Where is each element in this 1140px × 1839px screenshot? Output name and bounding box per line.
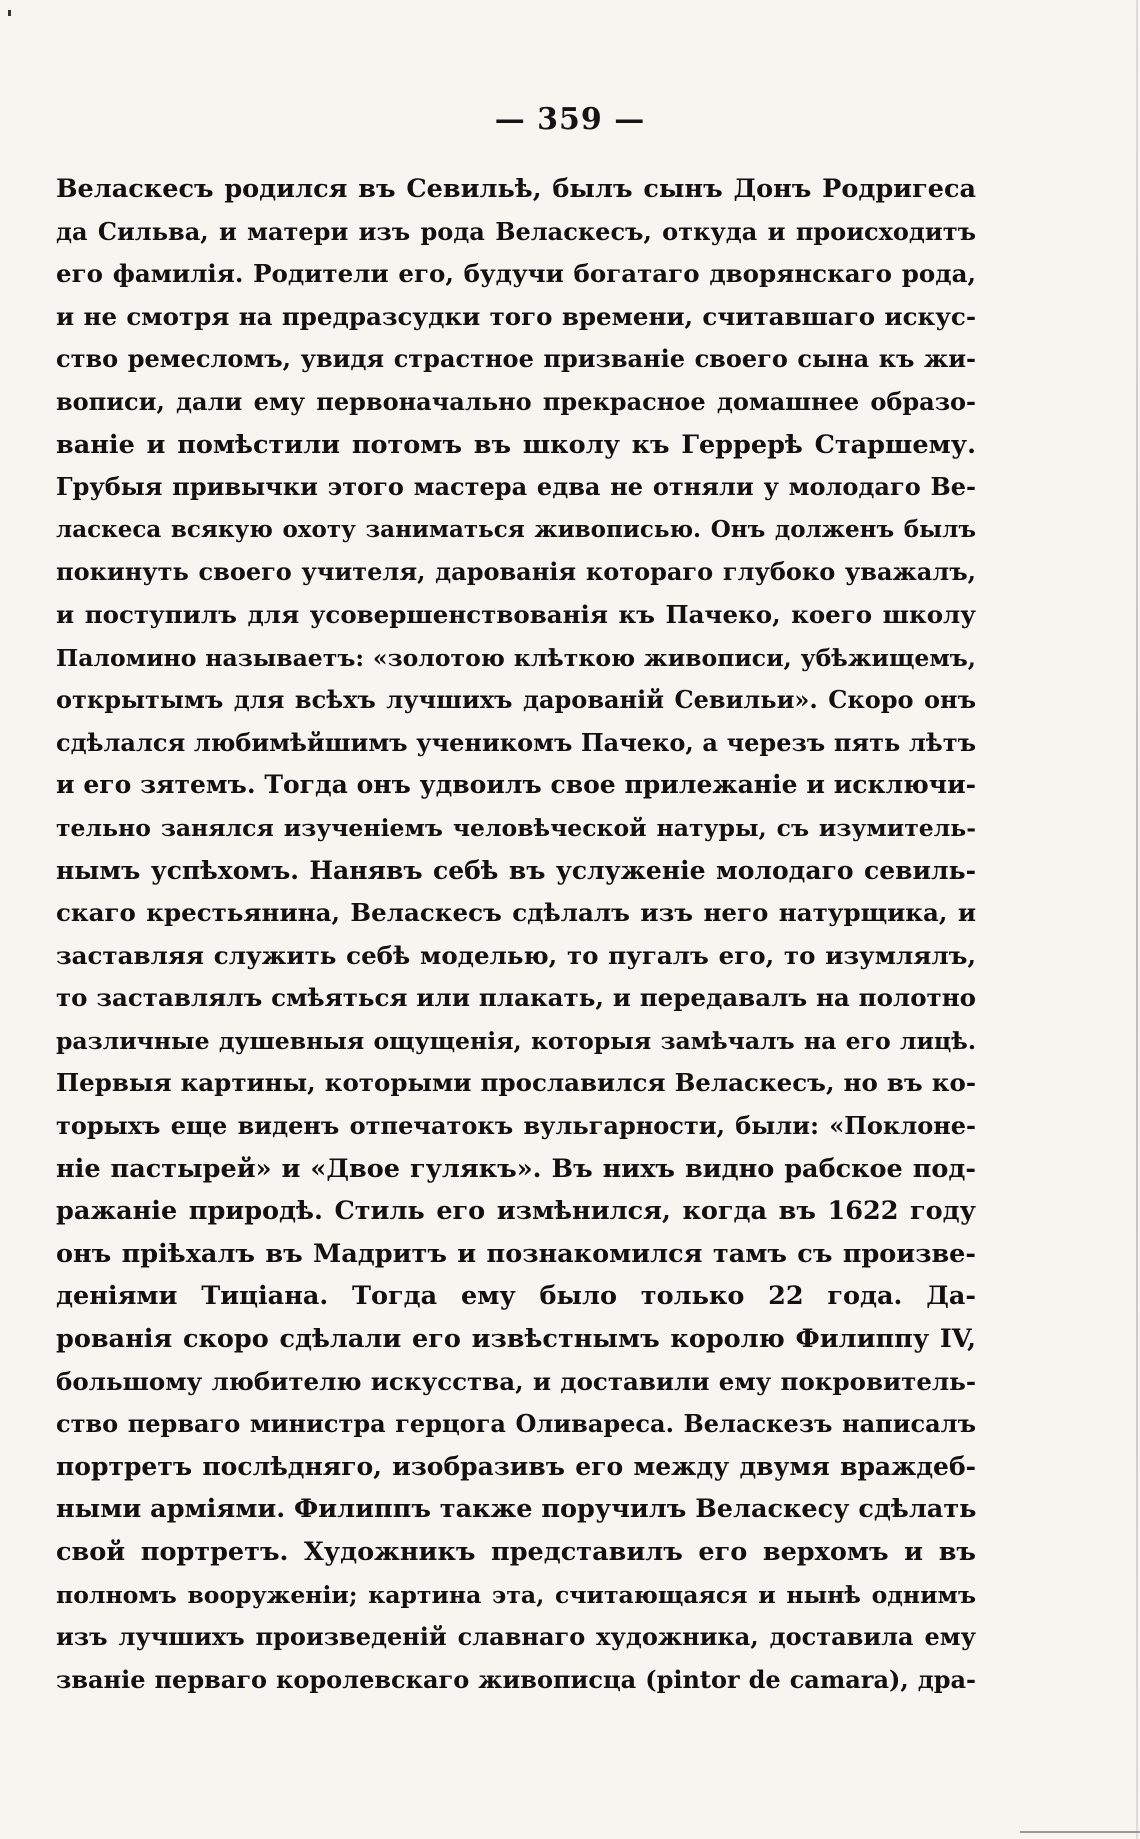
text-line: и не смотря на предразсудки того времени, считавшаго искус-	[56, 301, 976, 331]
text-line: торыхъ еще виденъ отпечатокъ вульгарности, были: «Поклоне-	[56, 1111, 976, 1141]
text-line: Первыя картины, которыми прославился Веласкесъ, но въ ко-	[56, 1068, 976, 1098]
text-line: и поступилъ для усовершенствованія къ Пачеко, коего школу	[56, 599, 976, 629]
body-text	[56, 168, 976, 1701]
text-line: ражаніе природѣ. Стиль его измѣнился, когда въ 1622 году	[56, 1196, 976, 1227]
text-line: да Сильва, и матери изъ рода Веласкесъ, откуда и происходитъ	[56, 216, 976, 246]
text-line: то заставлялъ смѣяться или плакать, и передавалъ на полотно	[56, 983, 976, 1013]
text-line: и его зятемъ. Тогда онъ удвоилъ свое прилежаніе и исключи-	[56, 770, 976, 800]
text-line: ными арміями. Филиппъ также поручилъ Веласкесу сдѣлать	[56, 1494, 976, 1525]
text-line: нымъ успѣхомъ. Нанявъ себѣ въ услуженіе молодаго севиль-	[56, 855, 976, 885]
text-line: скаго крестьянина, Веласкесъ сдѣлалъ изъ него натурщика, и	[56, 898, 976, 928]
scan-edge-shadow	[1136, 0, 1138, 1839]
text-line: вописи, дали ему первоначально прекрасное домашнее образо-	[56, 386, 976, 416]
text-line: тельно занялся изученіемъ человѣческой натуры, съ изумитель-	[56, 813, 976, 842]
text-line: различные душевныя ощущенія, которыя замѣчалъ на его лицѣ.	[56, 1026, 976, 1055]
scan-speck	[8, 10, 11, 16]
text-line: заставляя служить себѣ моделью, то пугалъ его, то изумлялъ,	[56, 940, 976, 970]
text-line: свой портретъ. Художникъ представилъ его верхомъ и въ	[56, 1537, 976, 1567]
text-line: портретъ послѣдняго, изобразивъ его между двумя враждеб-	[56, 1451, 976, 1481]
text-line: Паломино называетъ: «золотою клѣткою живописи, убѣжищемъ,	[56, 643, 976, 672]
text-line: его фамилія. Родители его, будучи богатаго дворянскаго рода,	[56, 259, 976, 289]
scan-edge-line	[1020, 1831, 1140, 1833]
text-line: ніе пастырей» и «Двое гулякъ». Въ нихъ видно рабское под-	[56, 1153, 976, 1184]
text-line: деніями Тиціана. Тогда ему было только 22 года. Да-	[56, 1281, 976, 1312]
text-line: онъ пріѣхалъ въ Мадритъ и познакомился тамъ съ произве-	[56, 1238, 976, 1269]
text-line: полномъ вооруженіи; картина эта, считающаяся и нынѣ однимъ	[56, 1580, 976, 1609]
text-line: званіе перваго королевскаго живописца (pintor de camara), дра-	[56, 1664, 976, 1694]
text-line: ласкеса всякую охоту заниматься живописью. Онъ долженъ былъ	[56, 515, 976, 543]
text-line: сдѣлался любимѣйшимъ ученикомъ Пачеко, а черезъ пять лѣтъ	[56, 727, 976, 757]
text-line: рованія скоро сдѣлали его извѣстнымъ королю Филиппу IV,	[56, 1324, 976, 1355]
text-line: ваніе и помѣстили потомъ въ школу къ Геррерѣ Старшему.	[56, 429, 976, 460]
text-line: открытымъ для всѣхъ лучшихъ дарованій Севильи». Скоро онъ	[56, 685, 976, 715]
page-number: — 359 —	[494, 102, 646, 137]
text-line: Грубыя привычки этого мастера едва не отняли у молодаго Ве-	[56, 472, 976, 502]
text-line: большому любителю искусства, и доставили ему покровитель-	[56, 1366, 976, 1396]
text-line: ство ремесломъ, увидя страстное призваніе своего сына къ жи-	[56, 344, 976, 374]
text-line: изъ лучшихъ произведеній славнаго художника, доставила ему	[56, 1622, 976, 1652]
text-line: Веласкесъ родился въ Севильѣ, былъ сынъ Донъ Родригеса	[56, 174, 976, 204]
text-line: покинуть своего учителя, дарованія котораго глубоко уважалъ,	[56, 557, 976, 587]
text-line: ство перваго министра герцога Оливареса. Веласкезъ написалъ	[56, 1409, 976, 1439]
